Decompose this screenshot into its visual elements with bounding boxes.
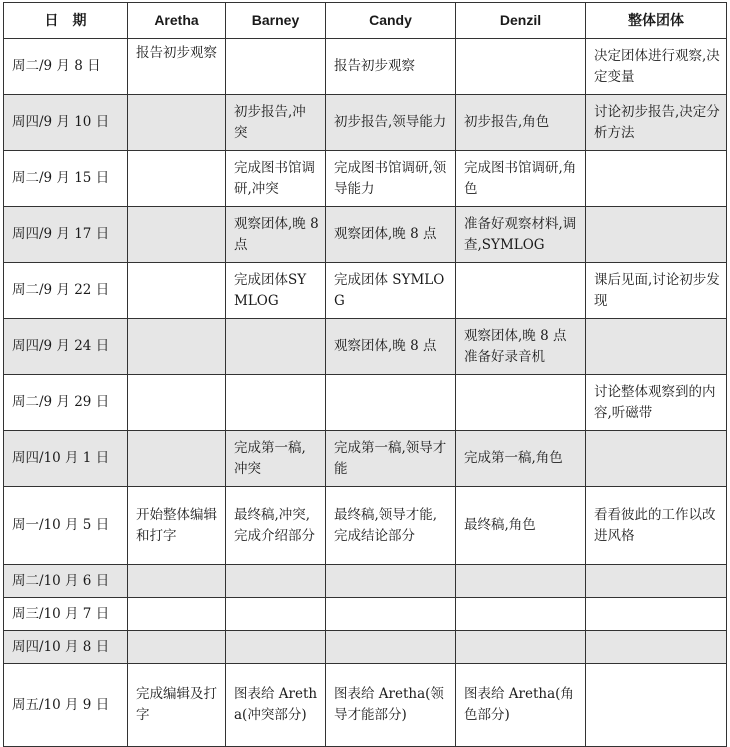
cell-candy: 报告初步观察 <box>326 39 456 95</box>
cell-aretha <box>128 598 226 631</box>
cell-denzil: 完成图书馆调研,角色 <box>456 151 586 207</box>
cell-group: 讨论整体观察到的内容,听磁带 <box>586 375 727 431</box>
cell-candy <box>326 598 456 631</box>
cell-denzil: 完成第一稿,角色 <box>456 431 586 487</box>
cell-candy <box>326 375 456 431</box>
cell-barney: 完成团体SYMLOG <box>226 263 326 319</box>
header-aretha: Aretha <box>128 3 226 39</box>
table-row <box>4 263 727 319</box>
cell-date: 周二/9 月 15 日 <box>4 151 128 207</box>
schedule-table <box>3 2 727 747</box>
cell-candy: 观察团体,晚 8 点 <box>326 207 456 263</box>
cell-candy: 完成团体 SYMLOG <box>326 263 456 319</box>
cell-candy: 图表给 Aretha(领导才能部分) <box>326 664 456 747</box>
table-row <box>4 151 727 207</box>
cell-aretha <box>128 431 226 487</box>
table-row <box>4 207 727 263</box>
cell-date: 周四/10 月 8 日 <box>4 631 128 664</box>
cell-barney <box>226 598 326 631</box>
header-barney: Barney <box>226 3 326 39</box>
cell-barney: 完成第一稿,冲突 <box>226 431 326 487</box>
cell-group: 讨论初步报告,决定分析方法 <box>586 95 727 151</box>
cell-group <box>586 565 727 598</box>
cell-date: 周三/10 月 7 日 <box>4 598 128 631</box>
cell-aretha <box>128 565 226 598</box>
table-row <box>4 95 727 151</box>
cell-barney <box>226 565 326 598</box>
cell-candy: 完成第一稿,领导才能 <box>326 431 456 487</box>
cell-group <box>586 207 727 263</box>
cell-denzil <box>456 565 586 598</box>
cell-barney: 初步报告,冲突 <box>226 95 326 151</box>
cell-aretha: 开始整体编辑和打字 <box>128 487 226 565</box>
cell-date: 周四/9 月 24 日 <box>4 319 128 375</box>
cell-date: 周二/9 月 22 日 <box>4 263 128 319</box>
table-row <box>4 598 727 631</box>
header-candy: Candy <box>326 3 456 39</box>
cell-group <box>586 664 727 747</box>
cell-denzil <box>456 39 586 95</box>
cell-group: 看看彼此的工作以改进风格 <box>586 487 727 565</box>
cell-denzil <box>456 375 586 431</box>
cell-candy: 观察团体,晚 8 点 <box>326 319 456 375</box>
cell-barney: 图表给 Aretha(冲突部分) <box>226 664 326 747</box>
cell-barney: 完成图书馆调研,冲突 <box>226 151 326 207</box>
cell-aretha <box>128 631 226 664</box>
cell-candy <box>326 631 456 664</box>
cell-date: 周五/10 月 9 日 <box>4 664 128 747</box>
cell-date: 周四/9 月 17 日 <box>4 207 128 263</box>
cell-aretha <box>128 95 226 151</box>
cell-barney: 观察团体,晚 8 点 <box>226 207 326 263</box>
cell-candy: 初步报告,领导能力 <box>326 95 456 151</box>
cell-group <box>586 598 727 631</box>
header-group: 整体团体 <box>586 3 727 39</box>
cell-denzil: 观察团体,晚 8 点准备好录音机 <box>456 319 586 375</box>
table-row <box>4 487 727 565</box>
cell-denzil: 最终稿,角色 <box>456 487 586 565</box>
cell-barney <box>226 39 326 95</box>
cell-group <box>586 631 727 664</box>
cell-aretha <box>128 375 226 431</box>
table-row <box>4 664 727 747</box>
cell-denzil: 初步报告,角色 <box>456 95 586 151</box>
cell-date: 周四/10 月 1 日 <box>4 431 128 487</box>
cell-group: 决定团体进行观察,决定变量 <box>586 39 727 95</box>
cell-aretha <box>128 207 226 263</box>
cell-barney <box>226 319 326 375</box>
cell-denzil: 准备好观察材料,调查,SYMLOG <box>456 207 586 263</box>
header-denzil: Denzil <box>456 3 586 39</box>
cell-date: 周一/10 月 5 日 <box>4 487 128 565</box>
header-date: 日期 <box>4 3 128 39</box>
cell-barney <box>226 375 326 431</box>
cell-aretha <box>128 151 226 207</box>
schedule-page <box>3 2 726 747</box>
cell-group: 课后见面,讨论初步发现 <box>586 263 727 319</box>
cell-denzil: 图表给 Aretha(角色部分) <box>456 664 586 747</box>
cell-aretha <box>128 319 226 375</box>
table-row <box>4 39 727 95</box>
cell-candy: 最终稿,领导才能,完成结论部分 <box>326 487 456 565</box>
cell-candy <box>326 565 456 598</box>
cell-denzil <box>456 631 586 664</box>
cell-barney <box>226 631 326 664</box>
cell-candy: 完成图书馆调研,领导能力 <box>326 151 456 207</box>
cell-date: 周二/9 月 8 日 <box>4 39 128 95</box>
cell-aretha <box>128 263 226 319</box>
cell-denzil <box>456 598 586 631</box>
cell-group <box>586 319 727 375</box>
cell-aretha: 报告初步观察 <box>128 39 226 95</box>
cell-date: 周二/9 月 29 日 <box>4 375 128 431</box>
table-row <box>4 319 727 375</box>
cell-denzil <box>456 263 586 319</box>
table-row <box>4 431 727 487</box>
cell-group <box>586 151 727 207</box>
table-row <box>4 631 727 664</box>
header-row <box>4 3 727 39</box>
cell-date: 周四/9 月 10 日 <box>4 95 128 151</box>
table-row <box>4 565 727 598</box>
cell-date: 周二/10 月 6 日 <box>4 565 128 598</box>
cell-barney: 最终稿,冲突,完成介绍部分 <box>226 487 326 565</box>
cell-aretha: 完成编辑及打字 <box>128 664 226 747</box>
cell-group <box>586 431 727 487</box>
table-row <box>4 375 727 431</box>
